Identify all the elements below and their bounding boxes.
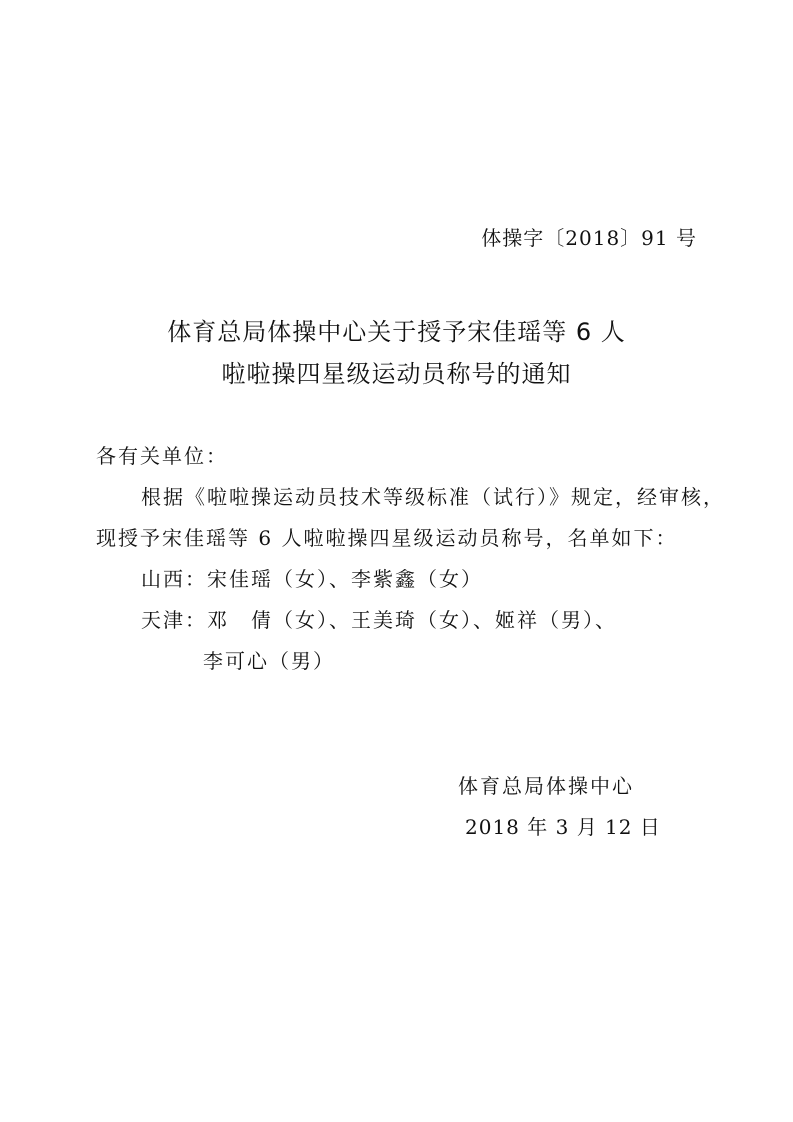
body-paragraph-line-2: 现授予宋佳瑶等 6 人啦啦操四星级运动员称号，名单如下： [96,526,678,550]
recipient-list-tianjin: 天津：邓 倩（女）、王美琦（女）、姬祥（男）、 [141,608,617,632]
issue-date: 2018 年 3 月 12 日 [465,815,661,839]
document-title-line-1: 体育总局体操中心关于授予宋佳瑶等 6 人 [167,318,626,346]
issuing-organization: 体育总局体操中心 [458,774,634,798]
recipient-list-shanxi: 山西：宋佳瑶（女）、李紫鑫（女） [141,567,483,591]
document-number: 体操字〔2018〕91 号 [481,226,697,250]
document-title-line-2: 啦啦操四星级运动员称号的通知 [221,360,572,388]
recipient-list-tianjin-continued: 李可心（男） [203,649,335,673]
salutation: 各有关单位： [96,444,228,468]
body-paragraph-line-1: 根据《啦啦操运动员技术等级标准（试行）》规定，经审核， [141,485,725,509]
